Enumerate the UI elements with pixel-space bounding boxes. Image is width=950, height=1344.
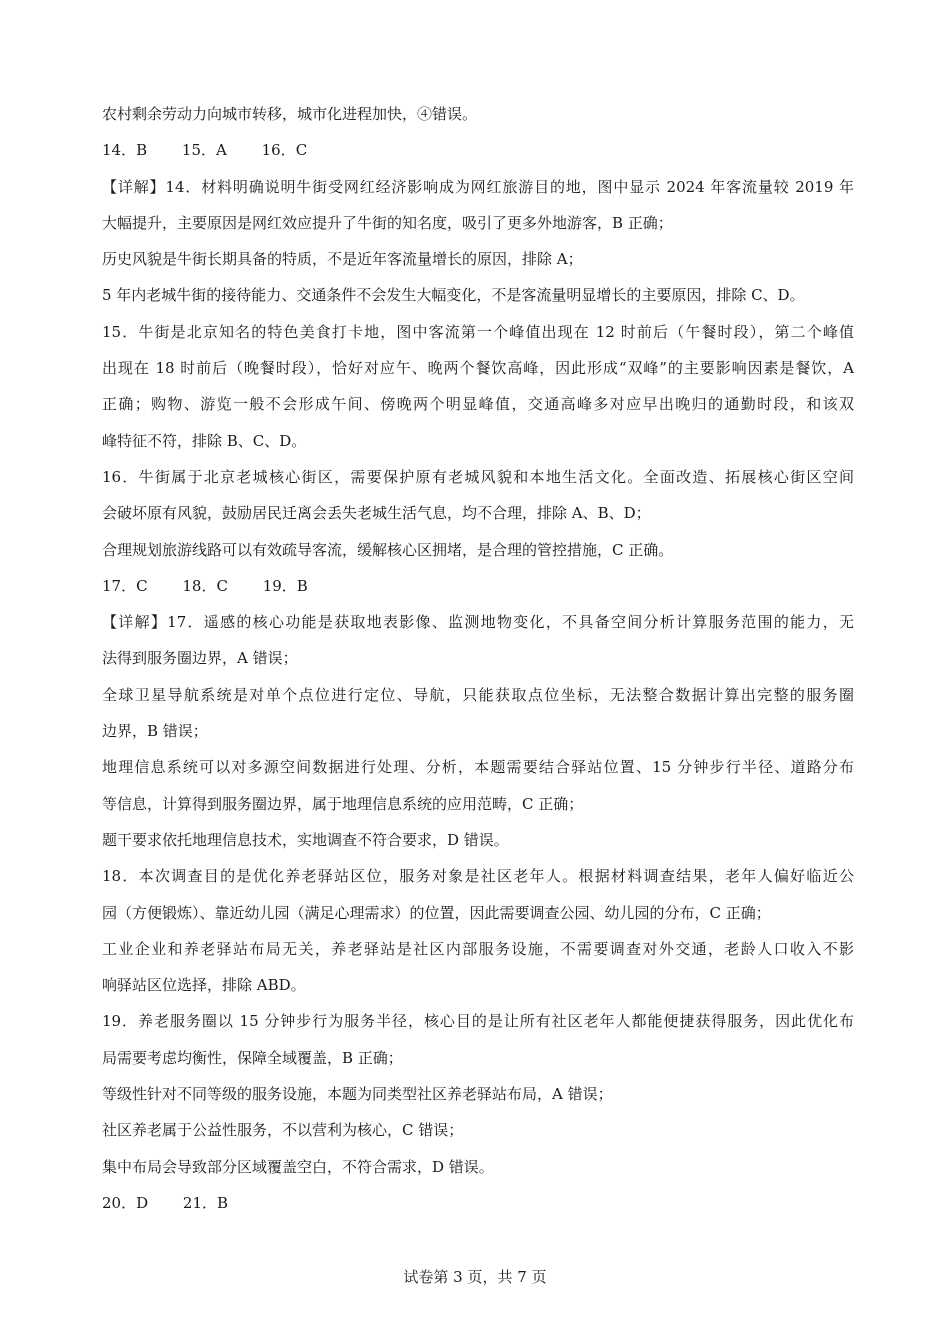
answer-20: 20．D: [102, 1193, 149, 1212]
text-line: 工业企业和养老驿站布局无关，养老驿站是社区内部服务设施，不需要调查对外交通，老龄人口收入不影: [102, 939, 854, 958]
page-footer: 试卷第 3 页，共 7 页: [403, 1268, 547, 1286]
text-line: 正确；购物、游览一般不会形成午间、傍晚两个明显峰值，交通高峰多对应早出晚归的通勤时段，和该双: [102, 395, 854, 414]
text-line: 会破坏原有风貌，鼓励居民迁离会丢失老城生活气息，均不合理，排除 A、B、D；: [102, 504, 651, 523]
text-line: 合理规划旅游线路可以有效疏导客流，缓解核心区拥堵，是合理的管控措施，C 正确。: [102, 540, 674, 559]
text-line: 农村剩余劳动力向城市转移，城市化进程加快，④错误。: [102, 105, 478, 123]
text-line: 峰特征不符，排除 B、C、D。: [102, 431, 307, 450]
text-line: 集中布局会导致部分区域覆盖空白，不符合需求，D 错误。: [102, 1157, 494, 1176]
text-line: 出现在 18 时前后（晚餐时段），恰好对应午、晚两个餐饮高峰，因此形成“双峰”的主要影响因素是餐饮，A: [102, 359, 854, 378]
text-line: 全球卫星导航系统是对单个点位进行定位、导航，只能获取点位坐标，无法整合数据计算出完整的服务圈: [102, 685, 854, 704]
text-line: 【详解】17．遥感的核心功能是获取地表影像、监测地物变化，不具备空间分析计算服务范围的能力，无: [102, 613, 854, 632]
text-line: 历史风貌是牛街长期具备的特质，不是近年客流量增长的原因，排除 A；: [102, 250, 583, 269]
answer-21: 21．B: [182, 1193, 229, 1212]
text-line: 地理信息系统可以对多源空间数据进行处理、分析，本题需要结合驿站位置、15 分钟步行半径、道路分布: [102, 758, 854, 777]
text-line: 园（方便锻炼）、靠近幼儿园（满足心理需求）的位置，因此需要调查公园、幼儿园的分布，C 正确；: [102, 903, 771, 922]
answer-17: 17．C: [102, 576, 148, 595]
answer-18: 18．C: [182, 576, 228, 595]
text-line: 社区养老属于公益性服务，不以营利为核心，C 错误；: [102, 1121, 464, 1140]
answer-row-20-21: [102, 1185, 854, 1221]
answer-19: 19．B: [262, 576, 308, 595]
text-line: 题干要求依托地理信息技术，实地调查不符合要求，D 错误。: [102, 830, 509, 849]
text-line: 局需要考虑均衡性，保障全域覆盖，B 正确；: [102, 1048, 403, 1067]
text-line: 响驿站区位选择，排除 ABD。: [102, 976, 306, 995]
answer-14: 14．B: [102, 141, 148, 160]
text-line: 等级性针对不同等级的服务设施，本题为同类型社区养老驿站布局，A 错误；: [102, 1085, 613, 1104]
text-line: 法得到服务圈边界，A 错误；: [102, 649, 298, 668]
text-line: 19．养老服务圈以 15 分钟步行为服务半径，核心目的是让所有社区老年人都能便捷获得服务，因此优化布: [102, 1012, 854, 1031]
text-line: 大幅提升，主要原因是网红效应提升了牛街的知名度，吸引了更多外地游客，B 正确；: [102, 213, 673, 232]
text-line: 16．牛街属于北京老城核心街区，需要保护原有老城风貌和本地生活文化。全面改造、拓展核心街区空间: [102, 467, 854, 486]
text-line: 15．牛街是北京知名的特色美食打卡地，图中客流第一个峰值出现在 12 时前后（午餐时段），第二个峰值: [102, 322, 854, 341]
answer-16: 16．C: [261, 141, 308, 160]
answer-row-17-19: [102, 568, 854, 604]
text-line: 18．本次调查目的是优化养老驿站区位，服务对象是社区老年人。根据材料调查结果，老年人偏好临近公: [102, 867, 854, 886]
answer-row-14-16: [102, 132, 854, 168]
text-line: 【详解】14．材料明确说明牛街受网红经济影响成为网红旅游目的地，图中显示 2024 年客流量较 2019 年: [102, 177, 854, 196]
page-content: [102, 96, 854, 1221]
text-line: 边界，B 错误；: [102, 722, 208, 741]
answer-15: 15．A: [181, 141, 227, 160]
text-line: 等信息，计算得到服务圈边界，属于地理信息系统的应用范畴，C 正确；: [102, 794, 584, 813]
text-line: 5 年内老城牛街的接待能力、交通条件不会发生大幅变化，不是客流量明显增长的主要原因，排除 C、D。: [102, 286, 805, 305]
